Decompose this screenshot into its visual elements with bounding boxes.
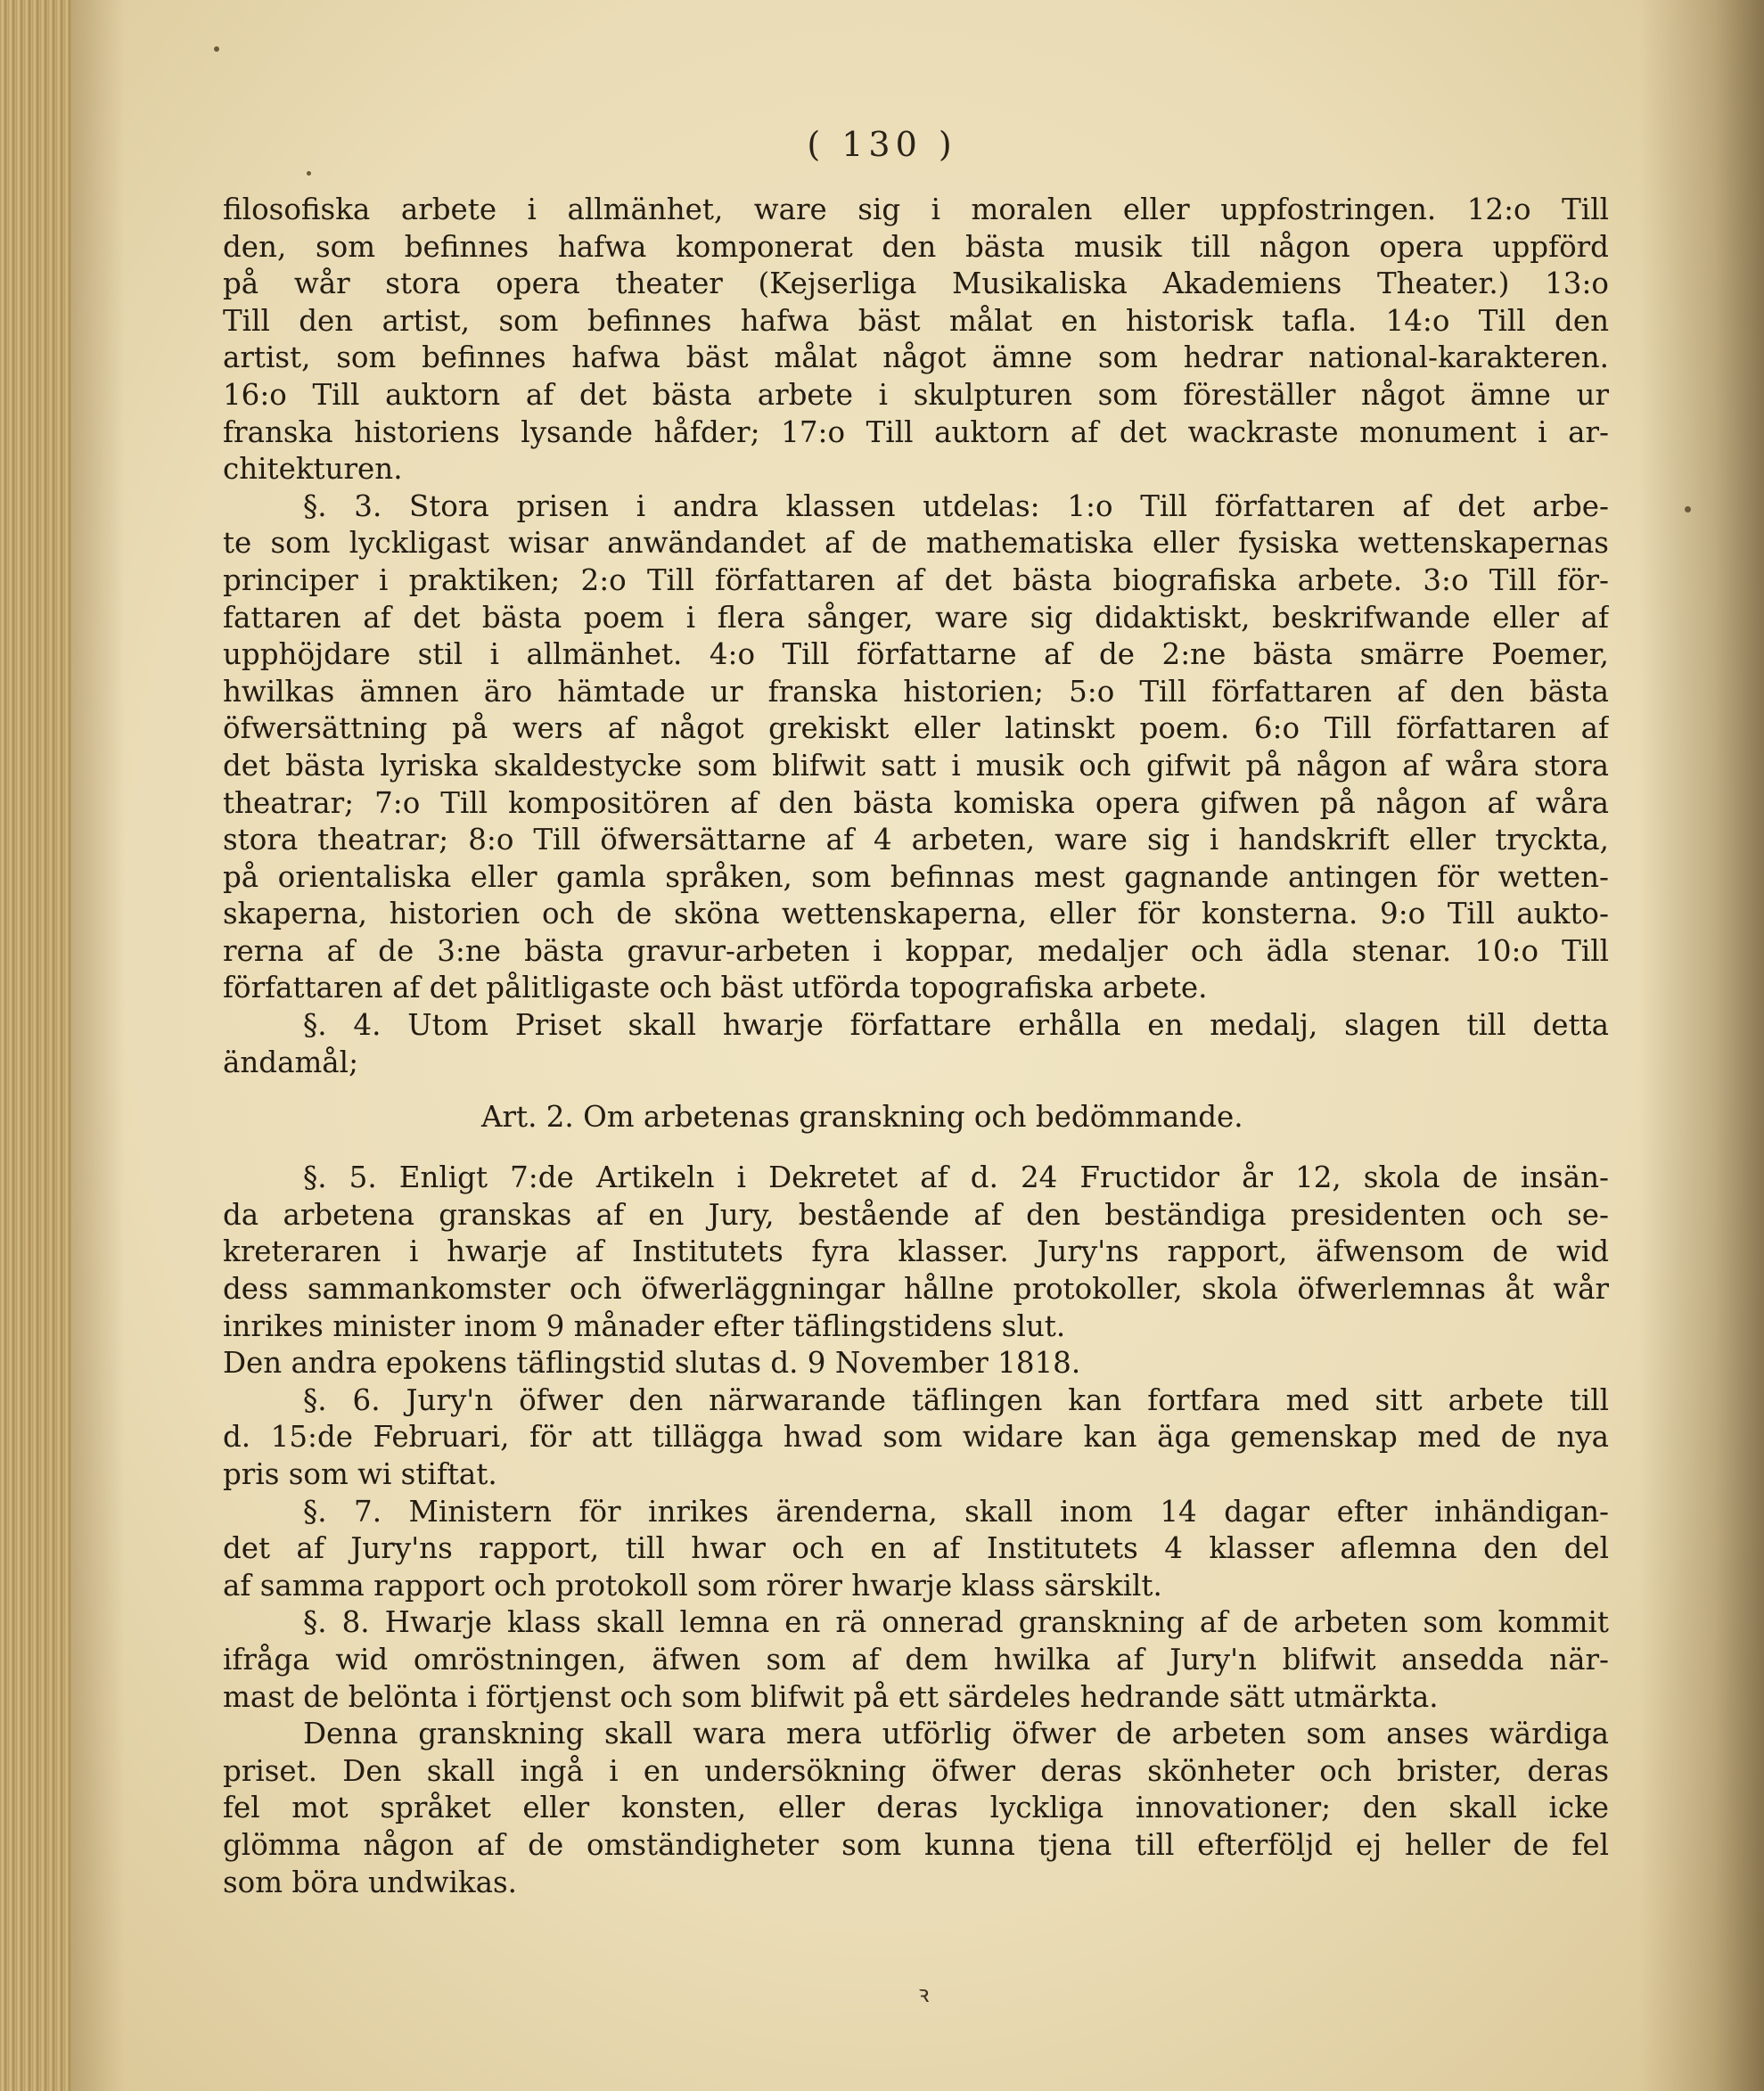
section-5-line: dess sammankomster och öfwerläggningar hållne protokoller, skola öfwerlemnas åt wår <box>223 1272 1609 1307</box>
section-5-line: kreteraren i hwarje af Institutets fyra klasser. Jury'ns rapport, äfwensom de wid <box>223 1234 1609 1269</box>
section-3-line: författaren af det pålitligaste och bäst utförda topografiska arbete. <box>223 971 1208 1005</box>
section-3-line: theatrar; 7:o Till kompositören af den bästa komiska opera gifwen på någon af wåra <box>223 785 1609 820</box>
page-number: ( 130 ) <box>807 125 957 164</box>
text-line: Till den artist, som befinnes hafwa bäst målat en historisk tafla. 14:o Till den <box>223 303 1609 338</box>
page-stack-edge <box>0 0 71 2091</box>
section-5-line: da arbetena granskas af en Jury, bestående af den beständiga presidenten och se- <box>223 1197 1609 1232</box>
final-paragraph-line: Denna granskning skall wara mera utförlig öfwer de arbeten som anses wärdiga <box>303 1717 1609 1751</box>
binding-shadow <box>1639 0 1764 2091</box>
section-7-line: af samma rapport och protokoll som rörer hwarje klass särskilt. <box>223 1568 1162 1603</box>
section-6-line: pris som wi stiftat. <box>223 1457 497 1491</box>
section-8-line: §. 8. Hwarje klass skall lemna en rä onnerad granskning af de arbeten som kommit <box>303 1605 1609 1640</box>
signature-mark: ꝛ <box>918 1981 930 2008</box>
section-5-line: inrikes minister inom 9 månader efter täflingstidens slut. <box>223 1308 1066 1343</box>
final-paragraph-line: som böra undwikas. <box>223 1865 517 1899</box>
text-line: franska historiens lysande håfder; 17:o Till auktorn af det wackraste monument i ar- <box>223 414 1609 449</box>
article-heading: Art. 2. Om arbetenas granskning och bedömmande. <box>481 1100 1243 1135</box>
section-3-line: te som lyckligast wisar anwändandet af de mathematiska eller fysiska wettenskapernas <box>223 526 1609 561</box>
section-3-line: skaperna, historien och de sköna wettenskaperna, eller för konsterna. 9:o Till aukto- <box>223 897 1609 931</box>
text-line: chitekturen. <box>223 452 403 487</box>
text-line: 16:o Till auktorn af det bästa arbete i skulpturen som föreställer något ämne ur <box>223 377 1609 412</box>
body-text <box>223 192 1609 1901</box>
section-4-line: ändamål; <box>223 1045 359 1079</box>
section-3-line: på orientaliska eller gamla språken, som befinnas mest gagnande antingen för wetten- <box>223 859 1609 894</box>
final-paragraph-line: fel mot språket eller konsten, eller deras lyckliga innovationer; den skall icke <box>223 1791 1609 1825</box>
section-4-line: §. 4. Utom Priset skall hwarje författare erhålla en medalj, slagen till detta <box>303 1008 1609 1043</box>
section-3-line: öfwersättning på wers af något grekiskt eller latinskt poem. 6:o Till författaren af <box>223 711 1609 746</box>
section-3-line: stora theatrar; 8:o Till öfwersättarne af 4 arbeten, ware sig i handskrift eller tryckta, <box>223 823 1609 857</box>
section-7-line: §. 7. Ministern för inrikes ärenderna, skall inom 14 dagar efter inhändigan- <box>303 1494 1609 1529</box>
section-6-line: d. 15:de Februari, för att tillägga hwad som widare kan äga gemenskap med de nya <box>223 1420 1609 1455</box>
final-paragraph-line: glömma någon af de omständigheter som kunna tjena till efterföljd ej heller de fel <box>223 1827 1609 1862</box>
text-line: på wår stora opera theater (Kejserliga Musikaliska Akademiens Theater.) 13:o <box>223 266 1609 301</box>
section-8-line: ifråga wid omröstningen, äfwen som af dem hwilka af Jury'n blifwit ansedda när- <box>223 1642 1609 1677</box>
section-7-line: det af Jury'ns rapport, till hwar och en af Institutets 4 klasser aflemna den del <box>223 1531 1609 1566</box>
section-3-line: upphöjdare stil i allmänhet. 4:o Till författarne af de 2:ne bästa smärre Poemer, <box>223 637 1609 672</box>
section-3-line: fattaren af det bästa poem i flera sånger, ware sig didaktiskt, beskrifwande eller af <box>223 600 1609 635</box>
section-3-line: principer i praktiken; 2:o Till författaren af det bästa biografiska arbete. 3:o Till för- <box>223 562 1609 597</box>
ink-speck <box>214 46 219 52</box>
section-6-line: §. 6. Jury'n öfwer den närwarande täflingen kan fortfara med sitt arbete till <box>303 1382 1609 1417</box>
text-line: den, som befinnes hafwa komponerat den bästa musik till någon opera uppförd <box>223 229 1609 264</box>
text-line: filosofiska arbete i allmänhet, ware sig i moralen eller uppfostringen. 12:o Till <box>223 193 1609 226</box>
final-paragraph-line: priset. Den skall ingå i en undersökning öfwer deras skönheter och brister, deras <box>223 1753 1609 1788</box>
ink-speck <box>1685 506 1691 512</box>
section-5-line: §. 5. Enligt 7:de Artikeln i Dekretet af d. 24 Fructidor år 12, skola de insän- <box>303 1160 1609 1195</box>
epoch-line: Den andra epokens täflingstid slutas d. 9 November 1818. <box>223 1346 1081 1381</box>
section-3-line: hwilkas ämnen äro hämtade ur franska historien; 5:o Till författaren af den bästa <box>223 674 1609 709</box>
section-3-line: §. 3. Stora prisen i andra klassen utdelas: 1:o Till författaren af det arbe- <box>303 488 1609 523</box>
text-line: artist, som befinnes hafwa bäst målat något ämne som hedrar national-karakteren. <box>223 340 1609 375</box>
ink-speck <box>307 171 311 176</box>
section-3-line: rerna af de 3:ne bästa gravur-arbeten i koppar, medaljer och ädla stenar. 10:o Till <box>223 933 1609 968</box>
section-8-line: mast de belönta i förtjenst och som blifwit på ett särdeles hedrande sätt utmärkta. <box>223 1679 1439 1714</box>
section-3-line: det bästa lyriska skaldestycke som blifwit satt i musik och gifwit på någon af wåra stora <box>223 748 1609 783</box>
